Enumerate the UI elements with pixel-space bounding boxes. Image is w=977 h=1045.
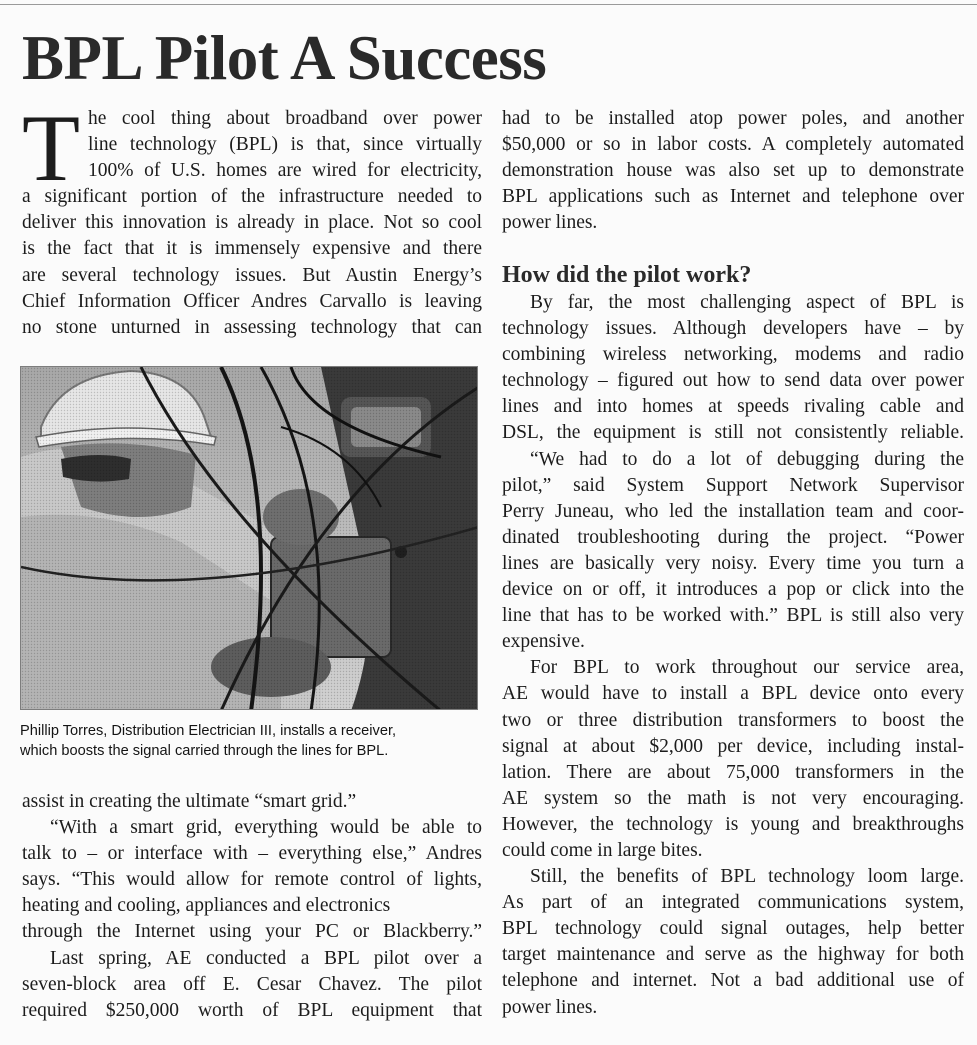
text-line: deliver this innovation is already in place. Not so cool (22, 212, 482, 234)
text-line: $50,000 or so in labor costs. A completely automated (502, 134, 964, 156)
text-line: expensive. (502, 631, 585, 653)
text-line: AE system so the math is not very encouraging. (502, 787, 964, 809)
text-line: Perry Juneau, who led the installation team and coor- (502, 500, 964, 522)
text-line: talk to – or interface with – everything else,” Andres (22, 843, 482, 865)
right-column-top (502, 106, 964, 236)
text-line: BPL technology could signal outages, help better (502, 918, 964, 940)
electrician-photo-illustration (21, 367, 478, 710)
text-line: is the fact that it is immensely expensive and there (22, 238, 482, 260)
text-line: are several technology issues. But Austin Energy’s (22, 264, 482, 286)
text-line: device on or off, it introduces a pop or click into the (502, 579, 964, 601)
text-line: assist in creating the ultimate “smart grid.” (22, 791, 357, 812)
text-line: Chief Information Officer Andres Carvallo is leaving (22, 290, 482, 312)
left-column-top (22, 95, 482, 341)
text-line: he cool thing about broadband over power (88, 108, 482, 129)
text-line: says. “This would allow for remote control of lights, (22, 869, 482, 891)
left-column-bottom (22, 789, 482, 1024)
text-line: Last spring, AE conducted a BPL pilot over a (50, 947, 482, 969)
text-line: Still, the benefits of BPL technology loom large. (530, 866, 964, 888)
photo-caption (20, 721, 480, 761)
text-line: lines are basically very noisy. Every time you turn a (502, 552, 964, 574)
text-line: pilot,” said System Support Network Supervisor (502, 474, 964, 496)
text-line: line that has to be worked with.” BPL is still also very (502, 605, 964, 627)
text-line: technology issues. Although developers have – by (502, 318, 964, 340)
text-line: power lines. (502, 212, 598, 234)
caption-line: which boosts the signal carried through the lines for BPL. (20, 743, 389, 759)
text-line: “With a smart grid, everything would be able to (50, 817, 482, 839)
top-rule (0, 4, 977, 5)
right-column-bottom (502, 290, 964, 1021)
text-line: required $250,000 worth of BPL equipment that (22, 999, 482, 1021)
text-line: a significant portion of the infrastructure needed to (22, 186, 482, 208)
text-line: 100% of U.S. homes are wired for electricity, (88, 160, 482, 182)
text-line: heating and cooling, appliances and electronics (22, 895, 391, 917)
text-line: “We had to do a lot of debugging during the (530, 448, 964, 470)
section-heading: How did the pilot work? (502, 262, 752, 288)
text-line: seven-block area off E. Cesar Chavez. The pilot (22, 973, 482, 995)
text-line: two or three distribution transformers to boost the (502, 709, 964, 731)
text-line: target maintenance and serve as the highway for both (502, 944, 964, 966)
text-line: lines and into homes at speeds rivaling cable and (502, 396, 964, 418)
electrician-photo (20, 366, 478, 710)
text-line: could come in large bites. (502, 839, 703, 861)
text-line: As part of an integrated communications system, (502, 892, 964, 914)
text-line: signal at about $2,000 per device, including instal- (502, 735, 964, 757)
drop-cap: T (22, 95, 81, 201)
text-line: line technology (BPL) is that, since virtually (88, 134, 482, 156)
text-line: DSL, the equipment is still not consistently reliable. (502, 422, 964, 444)
text-line: For BPL to work throughout our service area, (530, 657, 964, 679)
text-line: However, the technology is young and breakthroughs (502, 813, 964, 835)
text-line: telephone and internet. Not a bad additional use of (502, 970, 964, 992)
text-line: By far, the most challenging aspect of BPL is (530, 292, 964, 313)
text-line: no stone unturned in assessing technology that can (22, 316, 482, 338)
caption-line: Phillip Torres, Distribution Electrician III, installs a receiver, (20, 723, 397, 739)
text-line: dinated troubleshooting during the project. “Power (502, 526, 964, 548)
headline: BPL Pilot A Success (22, 23, 547, 93)
text-line: power lines. (502, 996, 598, 1018)
text-line: lation. There are about 75,000 transformers in the (502, 761, 964, 783)
text-line: demonstration house was also set up to demonstrate (502, 160, 964, 182)
text-line: AE would have to install a BPL device onto every (502, 683, 964, 705)
text-line: BPL applications such as Internet and telephone over (502, 186, 964, 208)
text-line: technology – figured out how to send data over power (502, 370, 964, 392)
text-line: combining wireless networking, modems and radio (502, 344, 964, 366)
text-line: through the Internet using your PC or Blackberry.” (22, 921, 482, 943)
text-line: had to be installed atop power poles, and another (502, 108, 964, 129)
